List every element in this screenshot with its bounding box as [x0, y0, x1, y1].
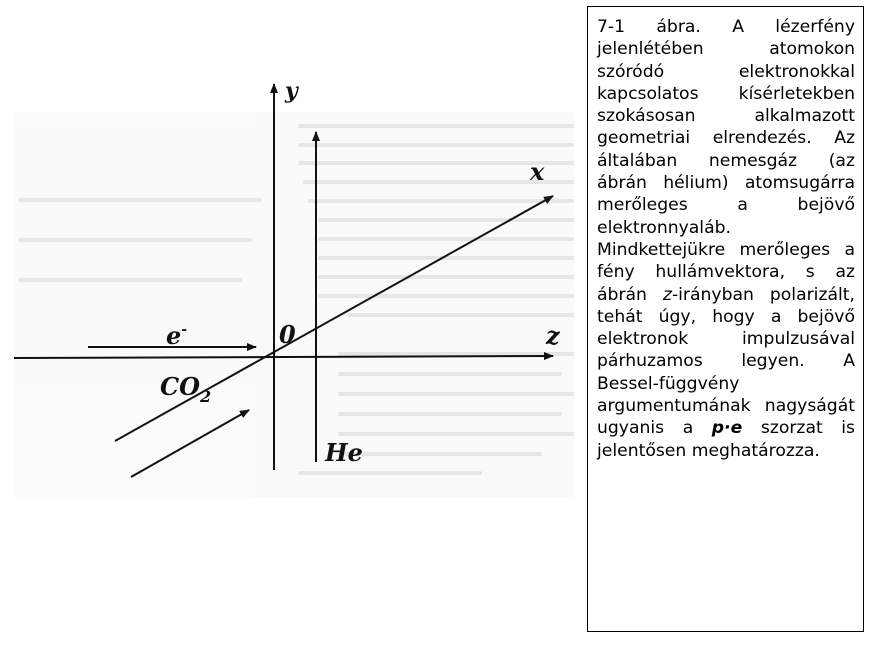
helium-label: He	[325, 438, 363, 467]
y-axis-label: y	[285, 78, 298, 104]
z-axis-label: z	[546, 321, 560, 350]
co2-subscript: 2	[200, 387, 212, 406]
figure-caption	[587, 6, 864, 632]
electron-symbol: e	[166, 321, 182, 350]
caption-product: p·e	[711, 418, 743, 439]
co2-formula: CO	[160, 372, 201, 401]
background-text-texture	[14, 112, 574, 497]
x-axis-label: x	[530, 157, 545, 186]
caption-ending: szorzat is jelentősen meghatározza.	[597, 418, 856, 461]
caption-middle: -irányban polarizált, tehát úgy, hogy a bejövő elektronok impulzusával párhuzamos legyen. A Bessel-függvény argumentumának nagyságát ugyanis a	[597, 284, 855, 439]
origin-label: 0	[279, 320, 296, 349]
electron-charge: -	[181, 322, 188, 338]
caption-intro: 7-1 ábra. A lézerfény jelenlétében atomokon szóródó elektronokkal kapcsolatos kísérletekben szokásosan alkalmazott geometriai elrendezés. Az általában nemesgáz (az ábrán hélium) atomsugárra merőleges a bejövő elektronnyaláb. Mindkettejükre merőleges a fény hullámvektora, s az ábrán	[597, 17, 855, 305]
caption-z-direction: z	[662, 284, 672, 305]
